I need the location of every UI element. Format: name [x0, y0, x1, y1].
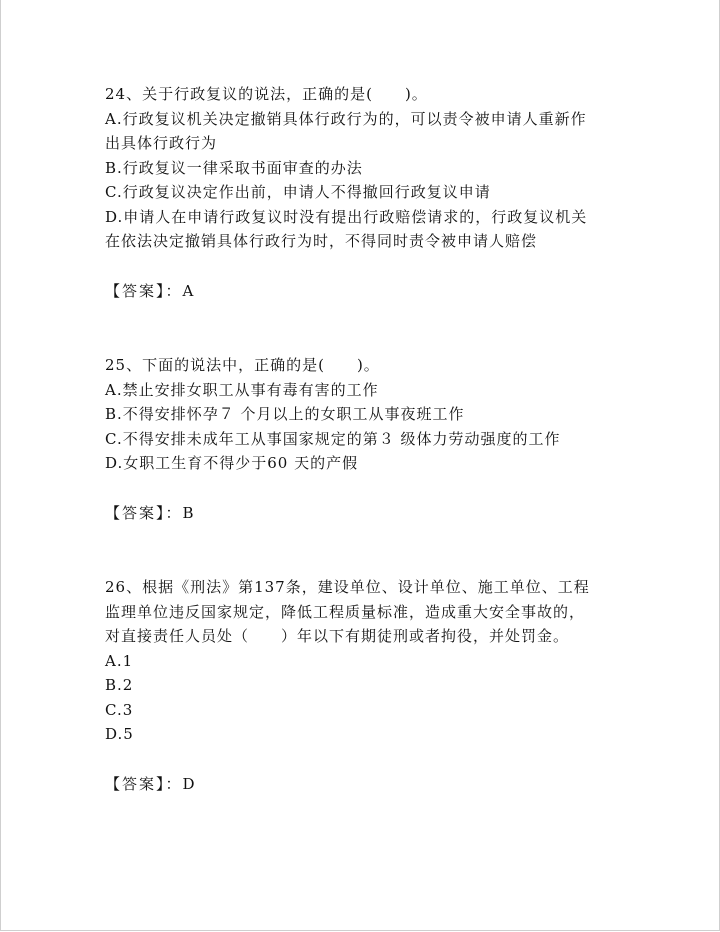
question-25 [105, 353, 625, 525]
option-c: C.不得安排未成年工从事国家规定的第３ 级体力劳动强度的工作 [105, 429, 561, 448]
option-c: C.行政复议决定作出前，申请人不得撤回行政复议申请 [105, 183, 491, 201]
answer-label: 【答案】： [105, 774, 183, 793]
answer-label: 【答案】： [105, 503, 183, 522]
question-stem: 25、下面的说法中，正确的是( )。 [105, 356, 380, 374]
document-content [105, 82, 625, 796]
option-c: C.3 [105, 700, 134, 719]
answer-line [105, 279, 625, 304]
option-a: A.行政复议机关决定撤销具体行政行为的，可以责令被申请人重新作 [105, 109, 587, 128]
option-a-continued: 出具体行政行为 [105, 134, 218, 152]
answer-label: 【答案】： [105, 281, 183, 300]
option-b: B.2 [105, 676, 134, 694]
option-d-continued: 在依法决定撤销具体行政行为时，不得同时责令被申请人赔偿 [105, 232, 538, 250]
question-stem: 26、根据《刑法》第137条，建设单位、设计单位、施工单位、工程 [105, 578, 590, 596]
option-d: D.女职工生育不得少于60 天的产假 [105, 454, 359, 472]
answer-value: A [182, 281, 195, 300]
option-d: D.5 [105, 725, 134, 743]
question-stem: 24、关于行政复议的说法，正确的是( )。 [105, 85, 428, 103]
answer-line [105, 501, 625, 526]
option-a: A.1 [105, 651, 134, 670]
question-24 [105, 82, 625, 303]
question-26 [105, 575, 625, 796]
answer-value: D [182, 774, 196, 793]
answer-line [105, 772, 625, 797]
question-stem-continued: 监理单位违反国家规定，降低工程质量标准，造成重大安全事故的， [105, 602, 586, 621]
answer-value: B [182, 503, 195, 522]
option-d: D.申请人在申请行政复议时没有提出行政赔偿请求的，行政复议机关 [105, 207, 588, 226]
option-b: B.不得安排怀孕７ 个月以上的女职工从事夜班工作 [105, 405, 465, 423]
option-a: A.禁止安排女职工从事有毒有害的工作 [105, 380, 379, 399]
option-b: B.行政复议一律采取书面审查的办法 [105, 158, 363, 177]
question-stem-continued: 对直接责任人员处（ ）年以下有期徒刑或者拘役，并处罚金。 [105, 627, 570, 645]
